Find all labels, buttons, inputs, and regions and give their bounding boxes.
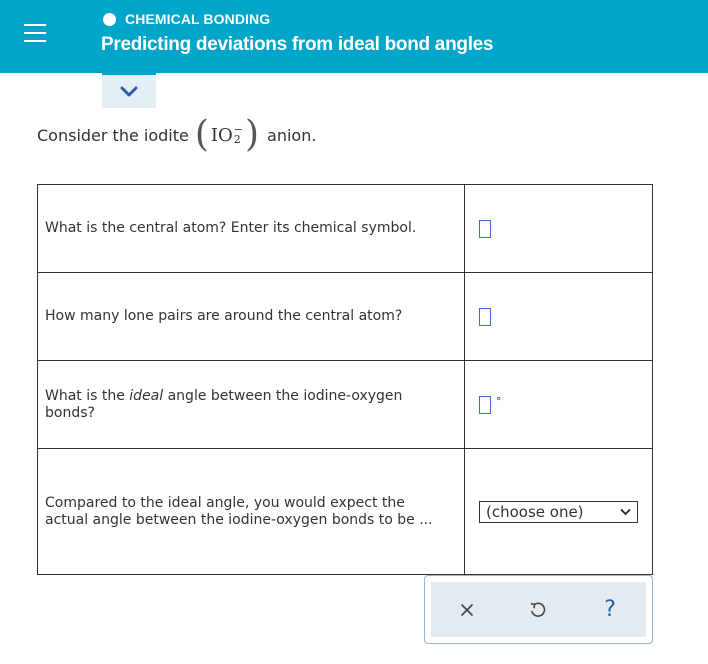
page-title: Predicting deviations from ideal bond angles (101, 34, 494, 55)
question-table (37, 184, 653, 575)
answer-cell (465, 449, 653, 575)
answer-toolbar (424, 575, 653, 644)
formula-right-paren: ) (244, 114, 260, 155)
angle-comparison-select[interactable] (479, 501, 638, 523)
formula-element: IO (210, 124, 233, 146)
table-row (38, 273, 653, 361)
undo-icon (529, 601, 547, 619)
topic-status-icon (103, 13, 116, 26)
question-lone-pairs: How many lone pairs are around the central atom? (38, 273, 465, 361)
ideal-angle-text-after: angle between the iodine-oxygen bonds? (45, 387, 403, 421)
table-row (38, 361, 653, 449)
menu-icon[interactable] (24, 24, 46, 46)
lone-pairs-input[interactable] (479, 308, 491, 326)
toolbar-panel (431, 582, 646, 637)
chevron-down-icon (620, 508, 631, 516)
answer-cell (465, 185, 653, 273)
question-prompt (37, 115, 316, 155)
topic-label: CHEMICAL BONDING (125, 11, 271, 27)
topic-row (103, 11, 270, 27)
question-actual-angle: Compared to the ideal angle, you would expect the actual angle between the iodine-oxygen bonds to be ... (38, 449, 465, 575)
close-icon (460, 603, 474, 617)
chevron-down-icon (120, 86, 138, 98)
prompt-text-after: anion. (267, 125, 317, 145)
formula-charge: − (233, 123, 243, 136)
iodite-formula (194, 114, 260, 155)
question-central-atom: What is the central atom? Enter its chemical symbol. (38, 185, 465, 273)
question-ideal-angle (38, 361, 465, 449)
help-button[interactable] (590, 590, 630, 630)
degree-unit: ° (496, 394, 502, 408)
formula-subscript: 2 (233, 133, 241, 146)
ideal-angle-text-before: What is the (45, 387, 130, 404)
select-value: (choose one) (486, 502, 584, 521)
header-bar (0, 0, 708, 73)
table-row (38, 449, 653, 575)
formula-left-paren: ( (194, 114, 209, 155)
answer-cell (465, 361, 653, 449)
undo-button[interactable] (518, 590, 558, 630)
clear-button[interactable] (447, 590, 487, 630)
central-atom-input[interactable] (479, 220, 491, 238)
collapse-header-button[interactable] (102, 73, 156, 108)
prompt-text-before: Consider the iodite (37, 125, 189, 145)
table-row (38, 185, 653, 273)
help-icon: ? (604, 597, 616, 622)
ideal-angle-input[interactable] (479, 396, 491, 414)
ideal-angle-emphasis: ideal (129, 387, 164, 404)
answer-cell (465, 273, 653, 361)
